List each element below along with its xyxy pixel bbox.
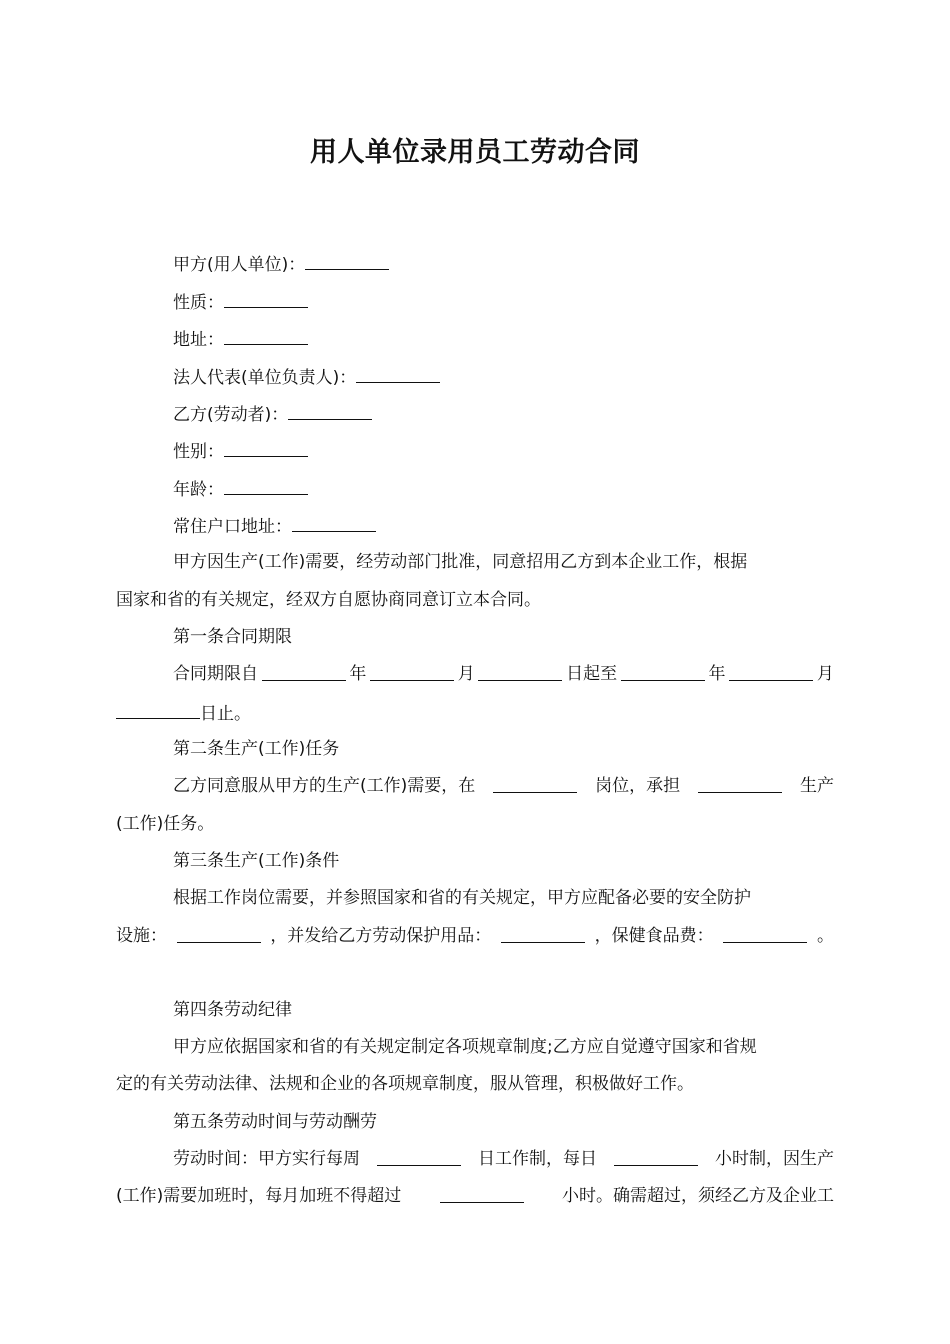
text-segment: 。 bbox=[816, 926, 834, 946]
blank-line bbox=[493, 775, 577, 793]
blank-line bbox=[501, 925, 585, 943]
article-2-heading: 第二条生产(工作)任务 bbox=[173, 739, 340, 759]
article-2-line-2: (工作)任务。 bbox=[116, 814, 215, 834]
blank-line bbox=[288, 402, 372, 420]
field-label: 甲方(用人单位)： bbox=[173, 255, 306, 275]
blank-line bbox=[614, 1148, 698, 1166]
text-segment: 日起至 bbox=[566, 664, 618, 684]
text-segment: ，并发给乙方劳动保护用品： bbox=[270, 926, 492, 946]
article-1-line-1 bbox=[173, 663, 834, 685]
article-4-line-2: 定的有关劳动法律、法规和企业的各项规章制度，服从管理，积极做好工作。 bbox=[116, 1074, 694, 1094]
article-5-heading: 第五条劳动时间与劳动酬劳 bbox=[173, 1112, 377, 1132]
blank-line bbox=[305, 252, 389, 270]
field-party-b bbox=[173, 402, 372, 426]
blank-line bbox=[224, 290, 308, 308]
text-segment: 日止。 bbox=[200, 704, 251, 724]
blank-line bbox=[698, 775, 782, 793]
blank-line bbox=[224, 327, 308, 345]
field-label: 乙方(劳动者)： bbox=[173, 405, 289, 425]
preamble-line-2: 国家和省的有关规定，经双方自愿协商同意订立本合同。 bbox=[116, 590, 541, 610]
text-segment: 月 bbox=[457, 664, 475, 684]
blank-line bbox=[370, 663, 454, 681]
field-address bbox=[173, 327, 308, 351]
text-segment: ，保健食品费： bbox=[594, 926, 714, 946]
text-segment: 生产 bbox=[799, 776, 834, 796]
field-residence bbox=[173, 514, 376, 538]
field-age bbox=[173, 477, 308, 501]
field-nature bbox=[173, 290, 308, 314]
text-segment: 岗位，承担 bbox=[595, 776, 681, 796]
blank-line bbox=[723, 925, 807, 943]
text-segment: 合同期限自 bbox=[173, 664, 258, 684]
field-gender bbox=[173, 439, 308, 463]
text-segment: 小时。确需超过，须经乙方及企业工 bbox=[561, 1186, 834, 1206]
field-label: 性质： bbox=[173, 293, 224, 313]
text-segment: 月 bbox=[816, 664, 834, 684]
blank-line bbox=[116, 701, 200, 719]
blank-line bbox=[621, 663, 705, 681]
blank-line bbox=[224, 477, 308, 495]
text-segment: 日工作制，每日 bbox=[478, 1149, 597, 1169]
blank-line bbox=[377, 1148, 461, 1166]
blank-line bbox=[224, 439, 308, 457]
text-segment: 乙方同意服从甲方的生产(工作)需要，在 bbox=[173, 776, 476, 796]
document-title: 用人单位录用员工劳动合同 bbox=[310, 137, 640, 168]
article-1-heading: 第一条合同期限 bbox=[173, 627, 292, 647]
blank-line bbox=[440, 1185, 524, 1203]
article-2-line-1 bbox=[173, 775, 834, 797]
text-segment: 小时制，因生产 bbox=[715, 1149, 834, 1169]
field-party-a bbox=[173, 252, 389, 276]
text-segment: (工作)需要加班时，每月加班不得超过 bbox=[116, 1186, 402, 1206]
article-3-line-1: 根据工作岗位需要，并参照国家和省的有关规定，甲方应配备必要的安全防护 bbox=[173, 888, 751, 908]
article-5-line-1 bbox=[173, 1148, 834, 1170]
article-4-line-1: 甲方应依据国家和省的有关规定制定各项规章制度;乙方应自觉遵守国家和省规 bbox=[173, 1037, 757, 1057]
field-label: 常住户口地址： bbox=[173, 517, 292, 537]
text-segment: 劳动时间：甲方实行每周 bbox=[173, 1149, 360, 1169]
article-3-heading: 第三条生产(工作)条件 bbox=[173, 851, 340, 871]
field-label: 地址： bbox=[173, 330, 224, 350]
field-label: 法人代表(单位负责人)： bbox=[173, 368, 357, 388]
blank-line bbox=[262, 663, 346, 681]
blank-line bbox=[729, 663, 813, 681]
blank-line bbox=[356, 365, 440, 383]
article-5-line-2 bbox=[116, 1185, 834, 1207]
field-label: 年龄： bbox=[173, 480, 224, 500]
article-4-heading: 第四条劳动纪律 bbox=[173, 1000, 292, 1020]
blank-line bbox=[478, 663, 562, 681]
article-1-line-2 bbox=[116, 701, 251, 725]
text-segment: 设施： bbox=[116, 926, 167, 946]
preamble-line-1: 甲方因生产(工作)需要，经劳动部门批准，同意招用乙方到本企业工作，根据 bbox=[173, 552, 748, 572]
field-legal-representative bbox=[173, 365, 440, 389]
blank-line bbox=[177, 925, 261, 943]
text-segment: 年 bbox=[708, 664, 726, 684]
blank-line bbox=[292, 514, 376, 532]
field-label: 性别： bbox=[173, 442, 224, 462]
text-segment: 年 bbox=[349, 664, 367, 684]
article-3-line-2 bbox=[116, 925, 834, 947]
